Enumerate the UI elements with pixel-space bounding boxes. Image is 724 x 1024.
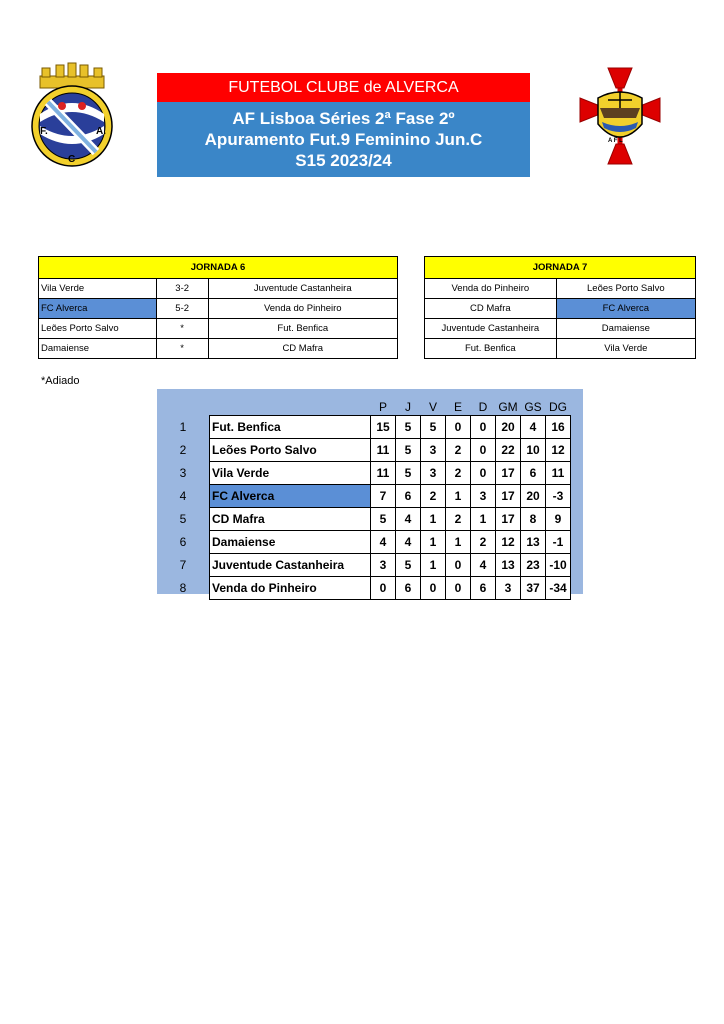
position: 6 [179, 535, 187, 549]
stat-e: 2 [446, 508, 471, 531]
stat-gm: 12 [496, 531, 521, 554]
stat-d: 2 [471, 531, 496, 554]
stat-e: 0 [446, 554, 471, 577]
column-header-p: P [378, 400, 387, 414]
jornada-6-table [38, 256, 398, 359]
stat-v: 2 [421, 485, 446, 508]
stat-j: 5 [396, 416, 421, 439]
table-row [157, 554, 571, 577]
jornada-6-title: JORNADA 6 [39, 257, 398, 279]
stat-d: 3 [471, 485, 496, 508]
table-row [157, 531, 571, 554]
match-score: * [156, 319, 208, 339]
team-name: FC Alverca [210, 485, 371, 508]
stat-gs: 4 [521, 416, 546, 439]
stat-d: 4 [471, 554, 496, 577]
stat-v: 0 [421, 577, 446, 600]
position: 8 [179, 581, 187, 595]
table-row [425, 319, 696, 339]
stat-v: 3 [421, 439, 446, 462]
club-title-banner [157, 73, 530, 102]
stat-j: 6 [396, 577, 421, 600]
team-name: CD Mafra [210, 508, 371, 531]
position: 3 [179, 466, 187, 480]
table-row [425, 339, 696, 359]
match-score: 5-2 [156, 299, 208, 319]
stat-p: 3 [371, 554, 396, 577]
stat-d: 0 [471, 439, 496, 462]
position: 5 [179, 512, 187, 526]
table-row [425, 279, 696, 299]
stat-e: 2 [446, 439, 471, 462]
stat-gm: 17 [496, 508, 521, 531]
competition-line-2: Apuramento Fut.9 Feminino Jun.C [204, 130, 483, 149]
competition-line-1: AF Lisboa Séries 2ª Fase 2º [232, 109, 455, 128]
home-team: Venda do Pinheiro [425, 279, 557, 299]
home-team: Juventude Castanheira [425, 319, 557, 339]
stat-gm: 17 [496, 485, 521, 508]
column-header-e: E [453, 400, 462, 414]
team-name: Fut. Benfica [210, 416, 371, 439]
stat-dg: -1 [546, 531, 571, 554]
table-row [157, 462, 571, 485]
away-team: CD Mafra [208, 339, 397, 359]
stat-e: 0 [446, 416, 471, 439]
stat-d: 0 [471, 416, 496, 439]
stat-gm: 17 [496, 462, 521, 485]
table-row [157, 485, 571, 508]
stat-gs: 23 [521, 554, 546, 577]
position: 4 [179, 489, 187, 503]
home-team: Vila Verde [39, 279, 157, 299]
column-header-dg: DG [549, 400, 567, 414]
table-row [157, 439, 571, 462]
table-row [157, 508, 571, 531]
stat-j: 6 [396, 485, 421, 508]
stat-e: 1 [446, 531, 471, 554]
table-row [39, 299, 398, 319]
stat-p: 0 [371, 577, 396, 600]
table-row [157, 416, 571, 439]
stat-gm: 22 [496, 439, 521, 462]
stat-j: 4 [396, 531, 421, 554]
crest-initial-c: C [68, 154, 76, 165]
table-row [39, 319, 398, 339]
away-team: Juventude Castanheira [208, 279, 397, 299]
stat-d: 0 [471, 462, 496, 485]
stat-j: 4 [396, 508, 421, 531]
column-header-gm: GM [498, 400, 518, 414]
fc-alverca-crest-icon [26, 62, 118, 168]
crest-initial-a: A. [96, 126, 106, 137]
stat-gs: 37 [521, 577, 546, 600]
position: 7 [179, 558, 187, 572]
team-name: Venda do Pinheiro [210, 577, 371, 600]
column-header-v: V [428, 400, 437, 414]
away-team: FC Alverca [556, 299, 695, 319]
stat-dg: 12 [546, 439, 571, 462]
stat-gs: 8 [521, 508, 546, 531]
stat-gm: 13 [496, 554, 521, 577]
away-team: Leões Porto Salvo [556, 279, 695, 299]
jornada-7-title: JORNADA 7 [425, 257, 696, 279]
stat-j: 5 [396, 439, 421, 462]
postponed-note: *Adiado [41, 375, 80, 387]
home-team: FC Alverca [39, 299, 157, 319]
standings-table [157, 389, 571, 600]
away-team: Fut. Benfica [208, 319, 397, 339]
stat-p: 7 [371, 485, 396, 508]
stat-d: 6 [471, 577, 496, 600]
stat-d: 1 [471, 508, 496, 531]
stat-gm: 3 [496, 577, 521, 600]
stat-gs: 20 [521, 485, 546, 508]
stat-dg: 11 [546, 462, 571, 485]
column-header-d: D [478, 400, 488, 414]
home-team: Fut. Benfica [425, 339, 557, 359]
stat-dg: -34 [546, 577, 571, 600]
home-team: Damaiense [39, 339, 157, 359]
table-row [157, 577, 571, 600]
stat-gs: 10 [521, 439, 546, 462]
crest-initials-afl: A F L [608, 138, 623, 144]
match-score: * [156, 339, 208, 359]
match-score: 3-2 [156, 279, 208, 299]
home-team: CD Mafra [425, 299, 557, 319]
stat-dg: -10 [546, 554, 571, 577]
stat-e: 1 [446, 485, 471, 508]
away-team: Venda do Pinheiro [208, 299, 397, 319]
standings-header-row [157, 389, 571, 416]
stat-v: 1 [421, 531, 446, 554]
club-title: FUTEBOL CLUBE de ALVERCA [228, 79, 459, 96]
crest-initial-f: F. [40, 126, 48, 137]
stat-gs: 6 [521, 462, 546, 485]
stat-j: 5 [396, 554, 421, 577]
stat-v: 1 [421, 508, 446, 531]
stat-e: 2 [446, 462, 471, 485]
jornada-7-table [424, 256, 696, 359]
position: 1 [179, 420, 187, 434]
stat-dg: 9 [546, 508, 571, 531]
table-row [425, 299, 696, 319]
stat-gm: 20 [496, 416, 521, 439]
stat-p: 15 [371, 416, 396, 439]
stat-v: 3 [421, 462, 446, 485]
team-name: Damaiense [210, 531, 371, 554]
stat-dg: 16 [546, 416, 571, 439]
column-header-gs: GS [524, 400, 542, 414]
stat-j: 5 [396, 462, 421, 485]
away-team: Damaiense [556, 319, 695, 339]
stat-p: 11 [371, 462, 396, 485]
stat-v: 1 [421, 554, 446, 577]
table-row [39, 339, 398, 359]
team-name: Leões Porto Salvo [210, 439, 371, 462]
stat-dg: -3 [546, 485, 571, 508]
team-name: Juventude Castanheira [210, 554, 371, 577]
af-lisboa-crest-icon [578, 64, 662, 168]
stat-v: 5 [421, 416, 446, 439]
competition-title-banner [157, 102, 530, 177]
table-row [39, 279, 398, 299]
position: 2 [179, 443, 187, 457]
stat-gs: 13 [521, 531, 546, 554]
stat-p: 5 [371, 508, 396, 531]
stat-e: 0 [446, 577, 471, 600]
stat-p: 11 [371, 439, 396, 462]
team-name: Vila Verde [210, 462, 371, 485]
column-header-j: J [405, 400, 411, 414]
competition-line-3: S15 2023/24 [295, 151, 392, 170]
stat-p: 4 [371, 531, 396, 554]
away-team: Vila Verde [556, 339, 695, 359]
home-team: Leões Porto Salvo [39, 319, 157, 339]
